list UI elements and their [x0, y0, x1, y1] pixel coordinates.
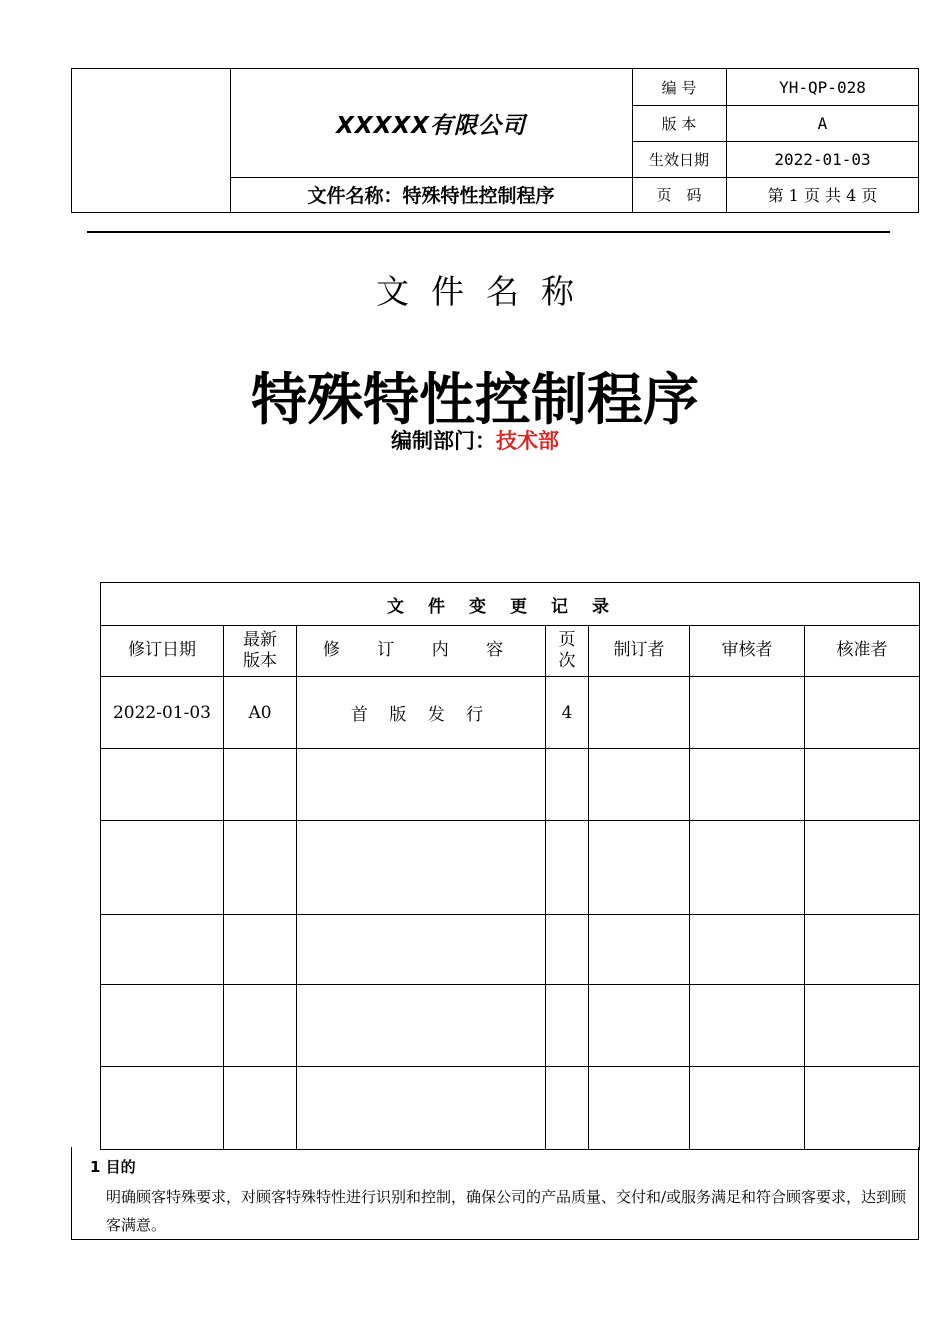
table-cell	[805, 677, 920, 749]
table-cell	[805, 985, 920, 1067]
section-heading: 1 目的	[90, 1158, 136, 1176]
meta-key: 生效日期	[632, 141, 727, 177]
table-cell	[805, 749, 920, 821]
table-cell	[589, 985, 690, 1067]
table-cell: 首 版 发 行	[297, 677, 546, 749]
table-cell	[297, 1067, 546, 1150]
meta-value: YH-QP-028	[779, 77, 866, 97]
table-cell	[805, 821, 920, 915]
meta-value: 2022-01-03	[774, 149, 871, 169]
table-row	[101, 915, 920, 985]
table-cell	[690, 915, 805, 985]
table-cell	[690, 985, 805, 1067]
table-cell	[546, 915, 589, 985]
table-cell: 2022-01-03	[101, 677, 224, 749]
company-name: XXXXX有限公司	[230, 69, 633, 178]
table-cell	[224, 985, 297, 1067]
table-cell	[690, 821, 805, 915]
table-cell	[589, 1067, 690, 1150]
table-cell	[297, 985, 546, 1067]
table-cell	[589, 677, 690, 749]
table-cell	[589, 915, 690, 985]
table-row	[101, 677, 920, 749]
section-text: 明确顾客特殊要求，对顾客特殊特性进行识别和控制，确保公司的产品质量、交付和/或服务满足和符合顾客要求，达到顾客满意。	[106, 1188, 907, 1234]
meta-value: A	[817, 113, 828, 133]
column-header: 审核者	[690, 626, 805, 677]
table-cell	[224, 915, 297, 985]
table-cell	[690, 1067, 805, 1150]
table-row	[101, 749, 920, 821]
table-cell: 4	[546, 677, 589, 749]
table-cell	[297, 749, 546, 821]
table-cell	[297, 821, 546, 915]
change-record-title: 文件变更记录	[101, 583, 920, 626]
table-cell	[546, 1067, 589, 1150]
table-cell	[101, 749, 224, 821]
meta-value: 第 1 页 共 4 页	[767, 186, 878, 205]
column-header: 制订者	[589, 626, 690, 677]
department-line	[0, 425, 950, 455]
column-header: 页次	[546, 626, 589, 677]
table-cell	[589, 749, 690, 821]
table-cell	[224, 749, 297, 821]
table-cell: A0	[224, 677, 297, 749]
table-cell	[224, 1067, 297, 1150]
doc-name-label: 文件名称：特殊特性控制程序	[230, 177, 633, 212]
change-record-table	[100, 582, 920, 1150]
column-header: 最新版本	[224, 626, 297, 677]
table-header-row	[101, 626, 920, 677]
table-cell	[101, 915, 224, 985]
title-label: 文件名称	[376, 272, 596, 311]
document-header	[71, 68, 919, 213]
meta-key: 页 码	[632, 177, 727, 212]
table-cell	[101, 985, 224, 1067]
table-cell	[546, 985, 589, 1067]
table-cell	[101, 821, 224, 915]
table-cell	[589, 821, 690, 915]
table-cell	[224, 821, 297, 915]
table-cell	[690, 749, 805, 821]
table-cell	[546, 821, 589, 915]
purpose-section	[71, 1147, 919, 1240]
meta-row-version	[632, 105, 918, 142]
table-cell	[690, 677, 805, 749]
header-divider	[87, 231, 890, 233]
table-cell	[101, 1067, 224, 1150]
meta-row-number	[632, 69, 918, 106]
column-header: 修订日期	[101, 626, 224, 677]
column-header: 核准者	[805, 626, 920, 677]
column-header: 修 订 内 容	[297, 626, 546, 677]
meta-key: 版 本	[632, 105, 727, 141]
department-value: 技术部	[496, 429, 559, 453]
meta-row-page	[632, 177, 918, 212]
document-title: 特殊特性控制程序	[251, 368, 699, 433]
table-row	[101, 821, 920, 915]
meta-row-effective-date	[632, 141, 918, 178]
table-row	[101, 985, 920, 1067]
table-row	[101, 1067, 920, 1150]
table-cell	[546, 749, 589, 821]
table-cell	[805, 1067, 920, 1150]
table-cell	[805, 915, 920, 985]
logo-cell	[72, 69, 231, 212]
department-label: 编制部门：	[391, 429, 496, 453]
table-cell	[297, 915, 546, 985]
meta-key: 编 号	[632, 69, 727, 105]
